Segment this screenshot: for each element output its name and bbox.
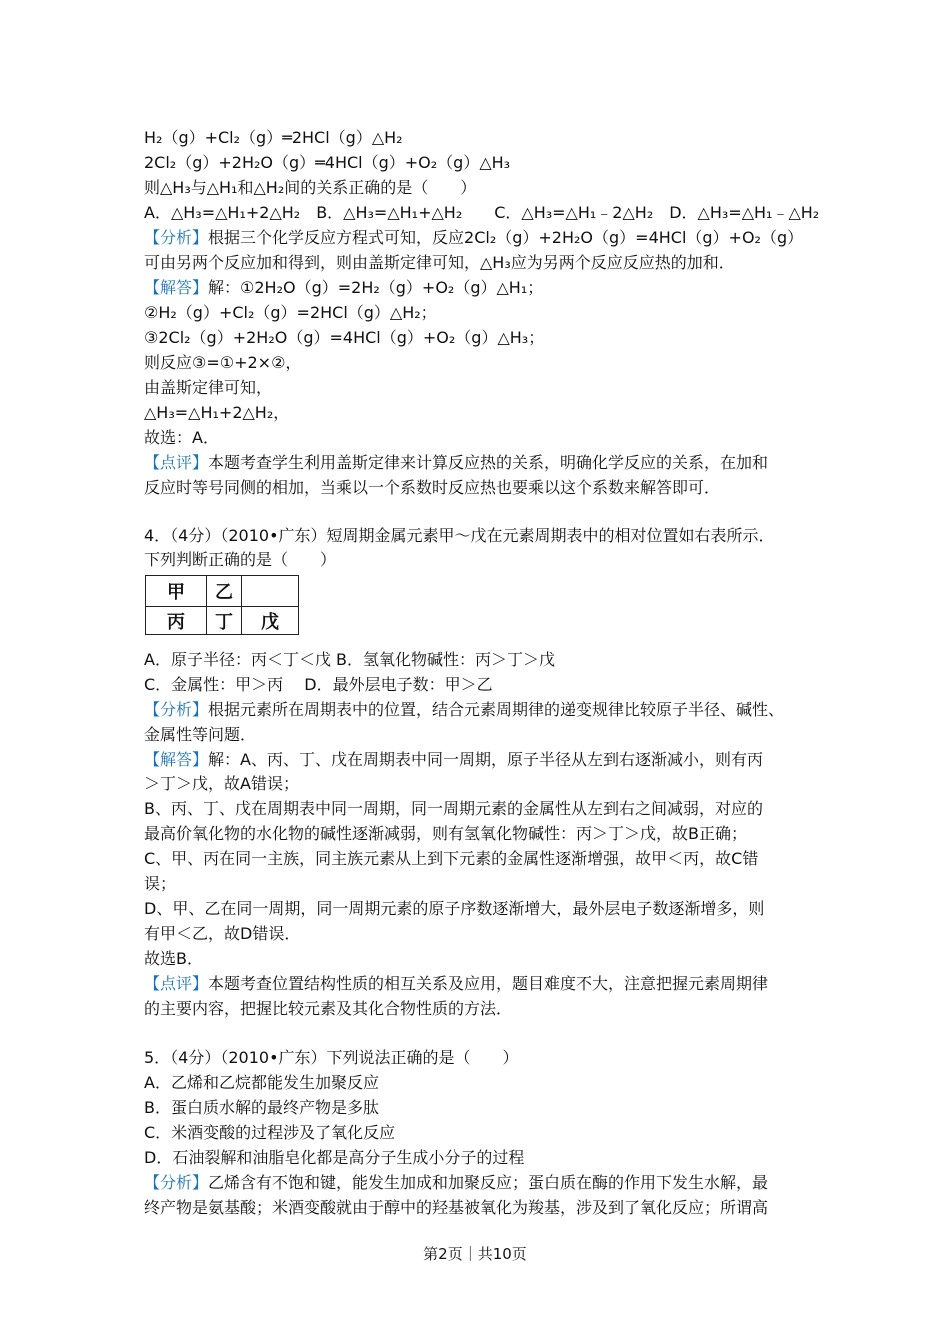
comment-tag: 【点评】	[144, 453, 209, 472]
question-3-ask: 则△H₃与△H₁和△H₂间的关系正确的是（ ）	[144, 178, 477, 197]
q4-comment-line-1	[144, 973, 768, 995]
comment-text: 本题考查位置结构性质的相互关系及应用，题目难度不大，注意把握元素周期律	[208, 974, 769, 993]
q3-comment-line-2: 反应时等号同侧的相加，当乘以一个系数时反应热也要乘以这个系数来解答即可．	[144, 478, 721, 497]
analysis-tag: 【分析】	[144, 700, 209, 719]
q3-analysis-line-2: 可由另两个反应加和得到，则由盖斯定律可知，△H₃应为另两个反应反应热的加和．	[144, 253, 735, 272]
table-cell: 甲	[146, 576, 207, 607]
question-3-options: A．△H₃=△H₁+2△H₂ B．△H₃=△H₁+△H₂ C．△H₃=△H₁﹣2△H₂ D．△H₃=△H₁﹣△H₂	[144, 203, 820, 222]
q4-analysis-line-1	[144, 699, 784, 721]
answer-tag: 【解答】	[144, 278, 209, 297]
q4-answer-line-9: 故选B．	[144, 949, 203, 968]
q4-comment-line-2: 的主要内容，把握比较元素及其化合物性质的方法．	[144, 999, 513, 1018]
q4-answer-line-7: D、甲、乙在同一周期，同一周期元素的原子序数逐渐增大，最外层电子数逐渐增多，则	[144, 899, 765, 918]
q3-answer-line-5: 由盖斯定律可知，	[144, 378, 273, 397]
question-5-option-c: C．米酒变酸的过程涉及了氧化反应	[144, 1123, 396, 1142]
page-footer: 第2页｜共10页	[423, 1245, 527, 1263]
analysis-tag: 【分析】	[144, 1173, 209, 1192]
analysis-text: 根据元素所在周期表中的位置，结合元素周期律的递变规律比较原子半径、碱性、	[208, 700, 785, 719]
periodic-table-fragment	[145, 575, 299, 635]
table-cell: 乙	[207, 576, 242, 607]
q4-answer-line-3: B、丙、丁、戊在周期表中同一周期，同一周期元素的金属性从左到右之间减弱，对应的	[144, 799, 763, 818]
q3-answer-line-6: △H₃=△H₁+2△H₂，	[144, 403, 290, 422]
q3-answer-line-3: ③2Cl₂（g）+2H₂O（g）=4HCl（g）+O₂（g）△H₃；	[144, 328, 545, 347]
q4-answer-line-6: 误；	[144, 874, 177, 893]
question-5-option-d: D．石油裂解和油脂皂化都是高分子生成小分子的过程	[144, 1148, 525, 1167]
comment-text: 本题考查学生利用盖斯定律来计算反应热的关系，明确化学反应的关系，在加和	[208, 453, 769, 472]
question-4-options-ab: A．原子半径：丙＜丁＜戊 B．氢氧化物碱性：丙＞丁＞戊	[144, 650, 556, 669]
equation-2: H₂（g）+Cl₂（g）═2HCl（g）△H₂	[144, 128, 403, 147]
q4-answer-line-2: ＞丁＞戊，故A错误；	[144, 774, 299, 793]
table-cell: 丙	[146, 607, 207, 635]
comment-tag: 【点评】	[144, 974, 209, 993]
question-4-stem-line-1: 4．（4分）（2010•广东）短周期金属元素甲～戊在元素周期表中的相对位置如右表所示．	[144, 526, 775, 545]
analysis-text: 乙烯含有不饱和键，能发生加成和加聚反应；蛋白质在酶的作用下发生水解，最	[208, 1173, 769, 1192]
answer-tag: 【解答】	[144, 750, 209, 769]
q5-analysis-line-1	[144, 1172, 768, 1194]
question-5-option-b: B．蛋白质水解的最终产物是多肽	[144, 1098, 379, 1117]
q4-answer-line-8: 有甲＜乙，故D错误．	[144, 924, 301, 943]
question-4-options-cd: C．金属性：甲＞丙 D．最外层电子数：甲＞乙	[144, 675, 493, 694]
table-cell	[242, 576, 299, 607]
q3-analysis-line-1	[144, 227, 803, 249]
question-5-option-a: A．乙烯和乙烷都能发生加聚反应	[144, 1073, 379, 1092]
analysis-text: 根据三个化学反应方程式可知，反应2Cl₂（g）+2H₂O（g）=4HCl（g）+O₂（g）	[208, 228, 804, 247]
q4-answer-line-4: 最高价氧化物的水化物的碱性逐渐减弱，则有氢氧化物碱性：丙＞丁＞戊，故B正确；	[144, 824, 747, 843]
q3-answer-line-7: 故选：A．	[144, 428, 219, 447]
q3-answer-line-1	[144, 277, 543, 299]
q4-answer-line-5: C、甲、丙在同一主族，同主族元素从上到下元素的金属性逐渐增强，故甲＜丙，故C错	[144, 849, 759, 868]
q4-answer-line-1	[144, 749, 763, 771]
answer-text: 解：A、丙、丁、戊在周期表中同一周期，原子半径从左到右逐渐减小，则有丙	[208, 750, 763, 769]
question-5-stem: 5．（4分）（2010•广东）下列说法正确的是（ ）	[144, 1048, 519, 1067]
question-4-stem-line-2: 下列判断正确的是（ ）	[144, 550, 337, 569]
answer-text: 解：①2H₂O（g）=2H₂（g）+O₂（g）△H₁；	[208, 278, 544, 297]
table-cell: 戊	[242, 607, 299, 635]
q4-analysis-line-2: 金属性等问题．	[144, 725, 257, 744]
q3-answer-line-2: ②H₂（g）+Cl₂（g）=2HCl（g）△H₂；	[144, 303, 437, 322]
q3-answer-line-4: 则反应③=①+2×②，	[144, 353, 302, 372]
table-cell: 丁	[207, 607, 242, 635]
q5-analysis-line-2: 终产物是氨基酸；米酒变酸就由于醇中的羟基被氧化为羧基，涉及到了氧化反应；所谓高	[144, 1198, 769, 1217]
equation-3: 2Cl₂（g）+2H₂O（g）═4HCl（g）+O₂（g）△H₃	[144, 153, 511, 172]
analysis-tag: 【分析】	[144, 228, 209, 247]
q3-comment-line-1	[144, 452, 768, 474]
